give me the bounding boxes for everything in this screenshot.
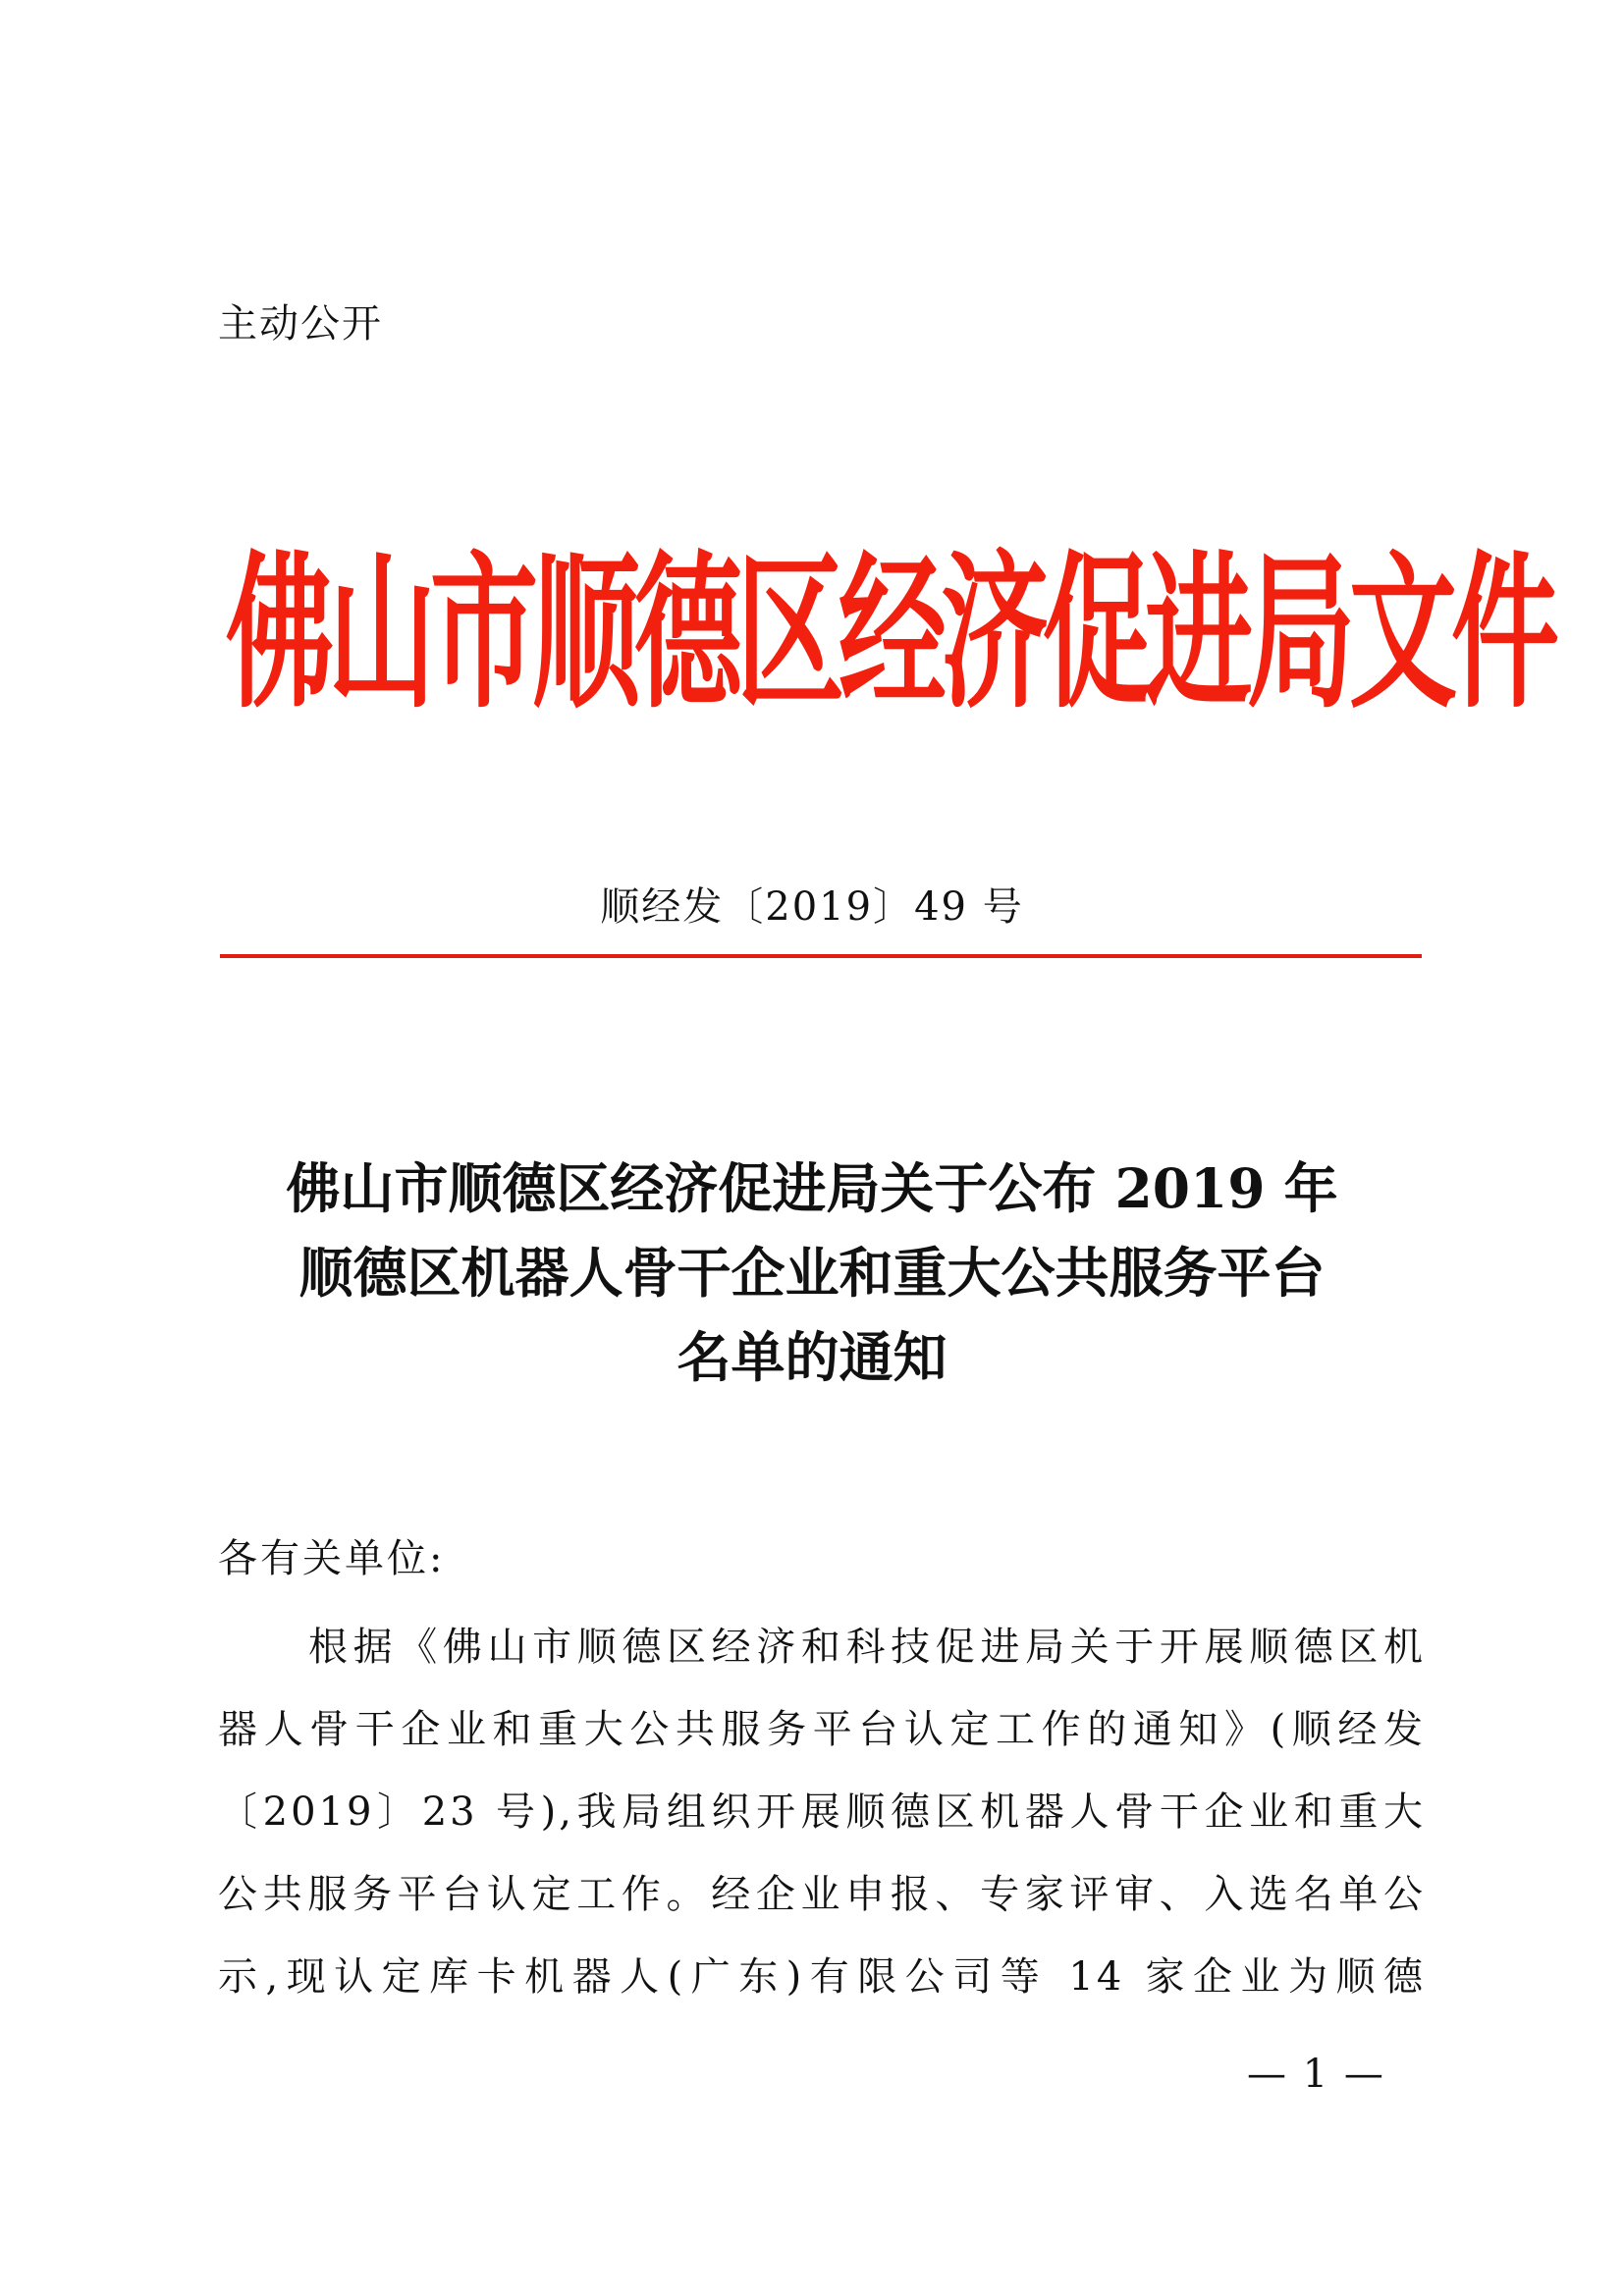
body-paragraph xyxy=(218,1606,1426,2018)
red-separator-line xyxy=(220,954,1422,958)
disclosure-label: 主动公开 xyxy=(218,301,383,347)
body-line: 根据《佛山市顺德区经济和科技促进局关于开展顺德区机 xyxy=(308,1625,1426,1670)
document-masthead: 佛山市顺德区经济促进局文件 xyxy=(226,534,1553,731)
notice-title-line: 顺德区机器人骨干企业和重大公共服务平台 xyxy=(298,1241,1326,1305)
salutation: 各有关单位: xyxy=(218,1536,446,1581)
body-line: 示,现认定库卡机器人(广东)有限公司等 14 家企业为顺德 xyxy=(218,1954,1426,2000)
notice-title-line: 佛山市顺德区经济促进局关于公布 2019 年 xyxy=(286,1156,1338,1220)
notice-title-line: 名单的通知 xyxy=(677,1325,947,1389)
notice-title xyxy=(196,1147,1428,1400)
body-line: 公共服务平台认定工作。经企业申报、专家评审、入选名单公 xyxy=(218,1872,1426,1917)
page-number: — 1 — xyxy=(1247,2052,1385,2097)
body-line: 〔2019〕23 号),我局组织开展顺德区机器人骨干企业和重大 xyxy=(218,1789,1426,1835)
body-line: 器人骨干企业和重大公共服务平台认定工作的通知》(顺经发 xyxy=(218,1707,1426,1752)
document-number: 顺经发〔2019〕49 号 xyxy=(600,884,1024,930)
